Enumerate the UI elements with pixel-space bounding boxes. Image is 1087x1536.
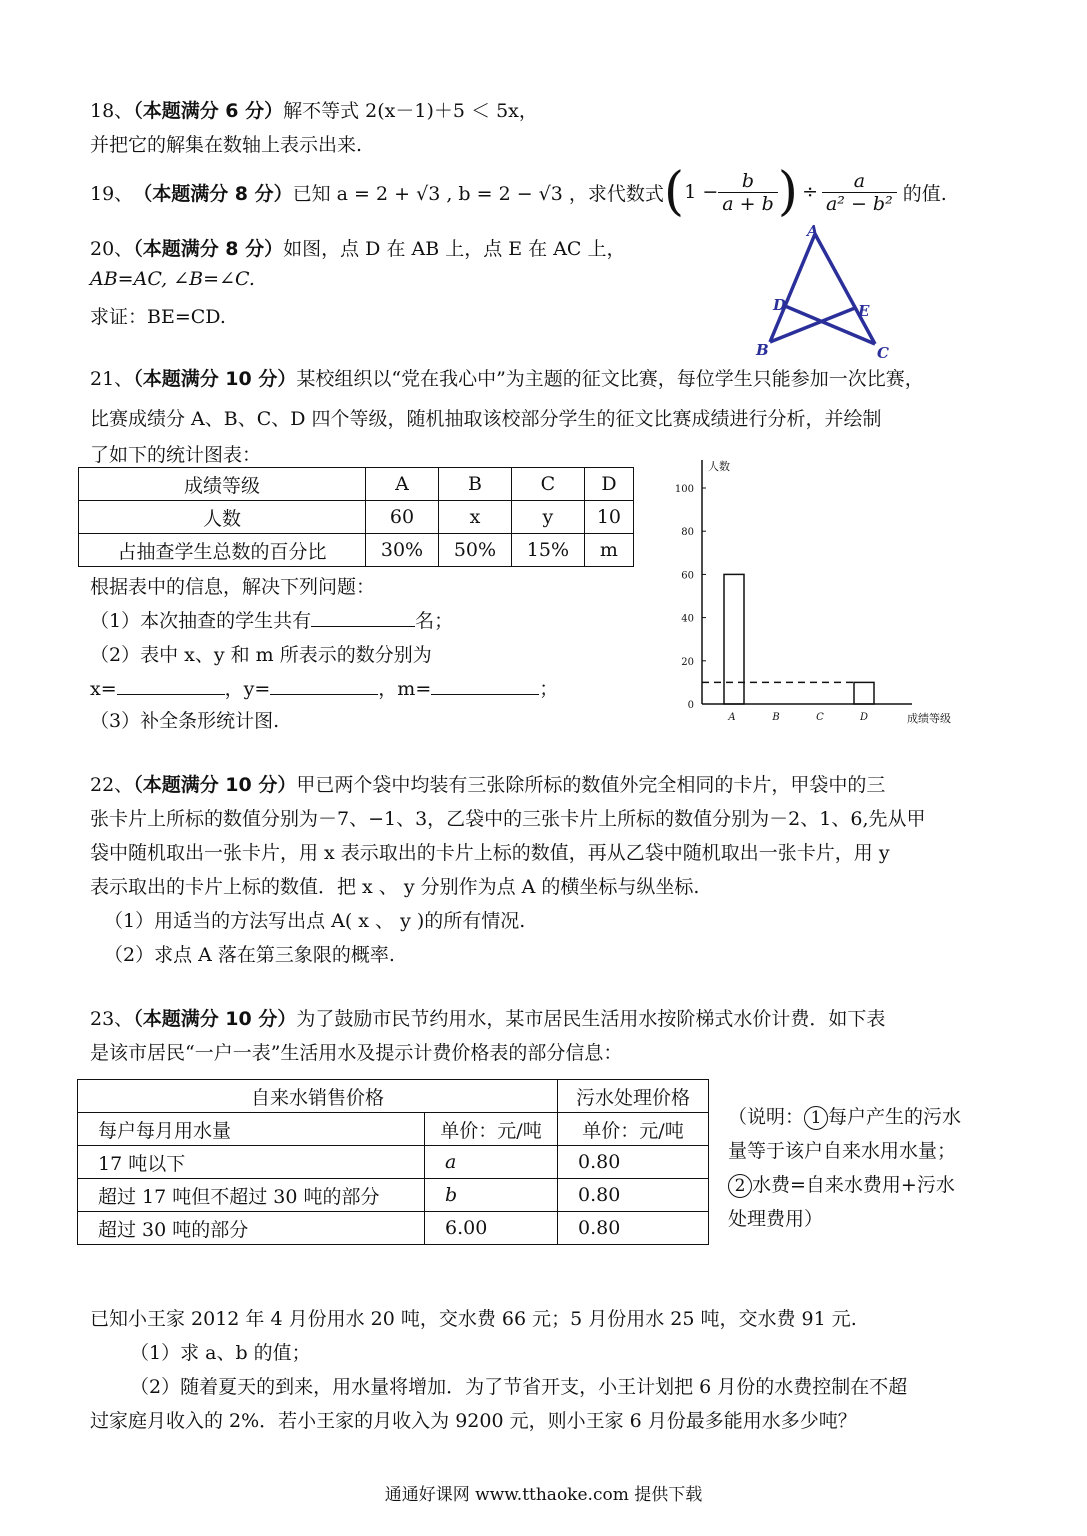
table-cell: 单价：元/吨 [558,1113,709,1146]
q18-score: （本题满分 6 分） [133,100,284,122]
q18-number: 18、 [90,100,134,122]
table-cell: m [584,534,633,567]
q19-fraction-1 [718,170,778,215]
q19-frac1-numerator: b [718,170,778,193]
q23-text: 为了鼓励市民节约用水，某市居民生活用水按阶梯式水价计费．如下表 [296,1008,886,1030]
label-c: C [877,344,889,362]
q19-divide: ÷ [802,181,818,203]
q21-number: 21、 [90,368,134,390]
answer-blank-x[interactable] [117,676,225,695]
line-ac [815,234,875,344]
label-a: A [807,222,819,240]
y-axis-label: 人数 [708,460,730,473]
q21-text: 某校组织以“党在我心中”为主题的征文比赛，每位学生只能参加一次比赛， [296,368,924,390]
table-cell: 成绩等级 [79,468,366,501]
table-cell: 每户每月用水量 [78,1113,425,1146]
table-row [78,1080,709,1113]
q21-part3: （3）补全条形统计图. [90,710,280,732]
q22-part2: （2）求点 A 落在第三象限的概率. [104,944,395,966]
footer: 通通好课网 www.tthaoke.com 提供下载 [384,1485,703,1505]
q22-line1 [90,770,885,797]
q20-line3: 求证：BE=CD. [90,306,226,328]
q21-score: （本题满分 10 分） [133,368,297,390]
table-cell: A [366,468,439,501]
table-cell: 17 吨以下 [78,1146,425,1179]
q22-text: 甲已两个袋中均装有三张除所标的数值外完全相同的卡片，甲袋中的三 [296,774,886,796]
triangle-figure [745,222,905,362]
q18-line1 [90,96,538,123]
x-tick-label: B [772,712,780,723]
q23-note-3 [728,1170,955,1198]
q22-line2: 张卡片上所标的数值分别为－7、−1、3，乙袋中的三张卡片上所标的数值分别为－2、1、6,先从甲 [90,808,926,830]
q22-part1: （1）用适当的方法写出点 A( x 、 y )的所有情况. [104,910,526,932]
table-cell: 10 [584,501,633,534]
q23-line3: 已知小王家 2012 年 4 月份用水 20 吨，交水费 66 元；5 月份用水 25 吨，交水费 91 元. [90,1308,857,1330]
x-tick-label: C [816,712,824,723]
q20-line1 [90,234,626,261]
table-cell: 60 [366,501,439,534]
q23-part2-b: 过家庭月收入的 2%．若小王家的月收入为 9200 元，则小王家 6 月份最多能用水多少吨？ [90,1410,857,1432]
label-e: E [858,302,870,320]
label-b: B [756,341,769,359]
y-tick-label: 20 [681,656,694,668]
q23-score: （本题满分 10 分） [133,1008,297,1030]
table-row [79,468,634,501]
q22-line3: 袋中随机取出一张卡片，用 x 表示取出的卡片上标的数值，再从乙袋中随机取出一张卡片，用 y [90,842,890,864]
q23-line2: 是该市居民“一户一表”生活用水及提示计费价格表的部分信息： [90,1042,623,1064]
table-row [79,501,634,534]
table-cell: 0.80 [558,1212,709,1245]
q23-table [77,1079,709,1245]
note-text-1: 每户产生的污水 [828,1106,962,1128]
q23-line1 [90,1004,885,1031]
q22-line4: 表示取出的卡片上标的数值．把 x 、 y 分别作为点 A 的横坐标与纵坐标. [90,876,700,898]
table-cell: 人数 [79,501,366,534]
q20-score: （本题满分 8 分） [133,238,284,260]
q19-tail: 的值. [902,182,947,205]
table-cell: 6.00 [425,1212,558,1245]
q23-part2-a: （2）随着夏天的到来，用水量将增加．为了节省开支，小王计划把 6 月份的水费控制在不超 [130,1376,908,1398]
q19-fraction-2 [822,170,897,215]
circled-number-2: 2 [728,1174,752,1198]
table-cell: B [438,468,511,501]
note-text-3: 水费=自来水费用+污水 [752,1174,955,1196]
answer-blank-m[interactable] [431,676,539,695]
q20-line2: AB=AC, ∠B=∠C. [90,268,255,290]
table-cell: 超过 17 吨但不超过 30 吨的部分 [78,1179,425,1212]
table-cell: 0.80 [558,1146,709,1179]
table-row [79,534,634,567]
q21-part2-tail: ； [539,678,559,700]
table-cell: 超过 30 吨的部分 [78,1212,425,1245]
q23-note-2: 量等于该户自来水用水量； [728,1140,957,1162]
q19-one-minus: 1 − [684,181,719,203]
q19-frac2-numerator: a [822,170,897,193]
table-cell: y [511,501,584,534]
q19-line [90,160,947,224]
table-row [78,1212,709,1245]
x-tick-label: D [859,712,869,723]
q19-frac1-denominator: a + b [722,192,774,215]
m-label: ，m= [378,678,432,700]
answer-blank-total[interactable] [311,608,415,627]
q18-line2: 并把它的解集在数轴上表示出来. [90,134,363,156]
q19-right-paren: ) [777,162,799,222]
q19-frac2-denominator: a² − b² [825,192,893,215]
y-label: ，y= [224,678,271,700]
y-tick-label: 40 [681,613,694,625]
q21-line3: 了如下的统计图表： [90,444,262,466]
q23-note-4: 处理费用） [728,1208,824,1230]
q21-table [78,467,634,567]
answer-blank-y[interactable] [270,676,378,695]
table-cell: b [425,1179,558,1212]
q21-line2: 比赛成绩分 A、B、C、D 四个等级，随机抽取该校部分学生的征文比赛成绩进行分析，并绘制 [90,408,882,430]
q19-number: 19、 [90,182,134,205]
x-label: x= [90,678,117,700]
table-cell: a [425,1146,558,1179]
table-row [78,1146,709,1179]
table-cell: 0.80 [558,1179,709,1212]
x-axis-label: 成绩等级 [907,712,951,725]
table-cell: D [584,468,633,501]
q19-score: （本题满分 8 分） [133,182,293,205]
table-cell: 自来水销售价格 [78,1080,558,1113]
table-cell: 30% [366,534,439,567]
q19-text: 已知 a = 2 + √3 , b = 2 − √3 ，求代数式 [292,182,664,205]
table-cell: 单价：元/吨 [425,1113,558,1146]
table-cell: 15% [511,534,584,567]
q18-text: 解不等式 2(x－1)＋5 ＜ 5x， [283,100,538,122]
table-cell: x [438,501,511,534]
y-tick-label: 60 [681,570,694,582]
q21-part1 [90,606,453,633]
q21-part1-text: （1）本次抽查的学生共有 [90,610,312,632]
table-cell: 占抽查学生总数的百分比 [79,534,366,567]
note-prefix: （说明： [728,1106,805,1128]
table-row [78,1179,709,1212]
q23-part1: （1）求 a、b 的值； [130,1342,311,1364]
q21-line1 [90,364,924,391]
q23-note-1 [728,1102,961,1130]
y-tick-label: 80 [681,527,694,539]
y-tick-label: 100 [674,484,694,495]
label-d: D [773,296,787,314]
circled-number-1: 1 [804,1106,828,1130]
triangle-lines [770,234,875,344]
q23-number: 23、 [90,1008,134,1030]
q21-intro: 根据表中的信息，解决下列问题： [90,576,376,598]
q22-score: （本题满分 10 分） [133,774,297,796]
q19-left-paren: ( [663,162,685,222]
y-tick-label: 0 [687,700,694,711]
q20-number: 20、 [90,238,134,260]
q20-text: 如图，点 D 在 AB 上，点 E 在 AC 上， [283,238,626,260]
table-cell: 50% [438,534,511,567]
bar-D [854,682,874,704]
bar-A [724,574,744,704]
q21-part2-blanks [90,674,558,701]
bar-chart [660,452,980,732]
x-tick-label: A [728,712,736,723]
q21-part2: （2）表中 x、y 和 m 所表示的数分别为 [90,644,432,666]
table-row [78,1113,709,1146]
table-cell: 污水处理价格 [558,1080,709,1113]
table-cell: C [511,468,584,501]
q21-part1-tail: 名； [415,610,454,632]
q22-number: 22、 [90,774,134,796]
